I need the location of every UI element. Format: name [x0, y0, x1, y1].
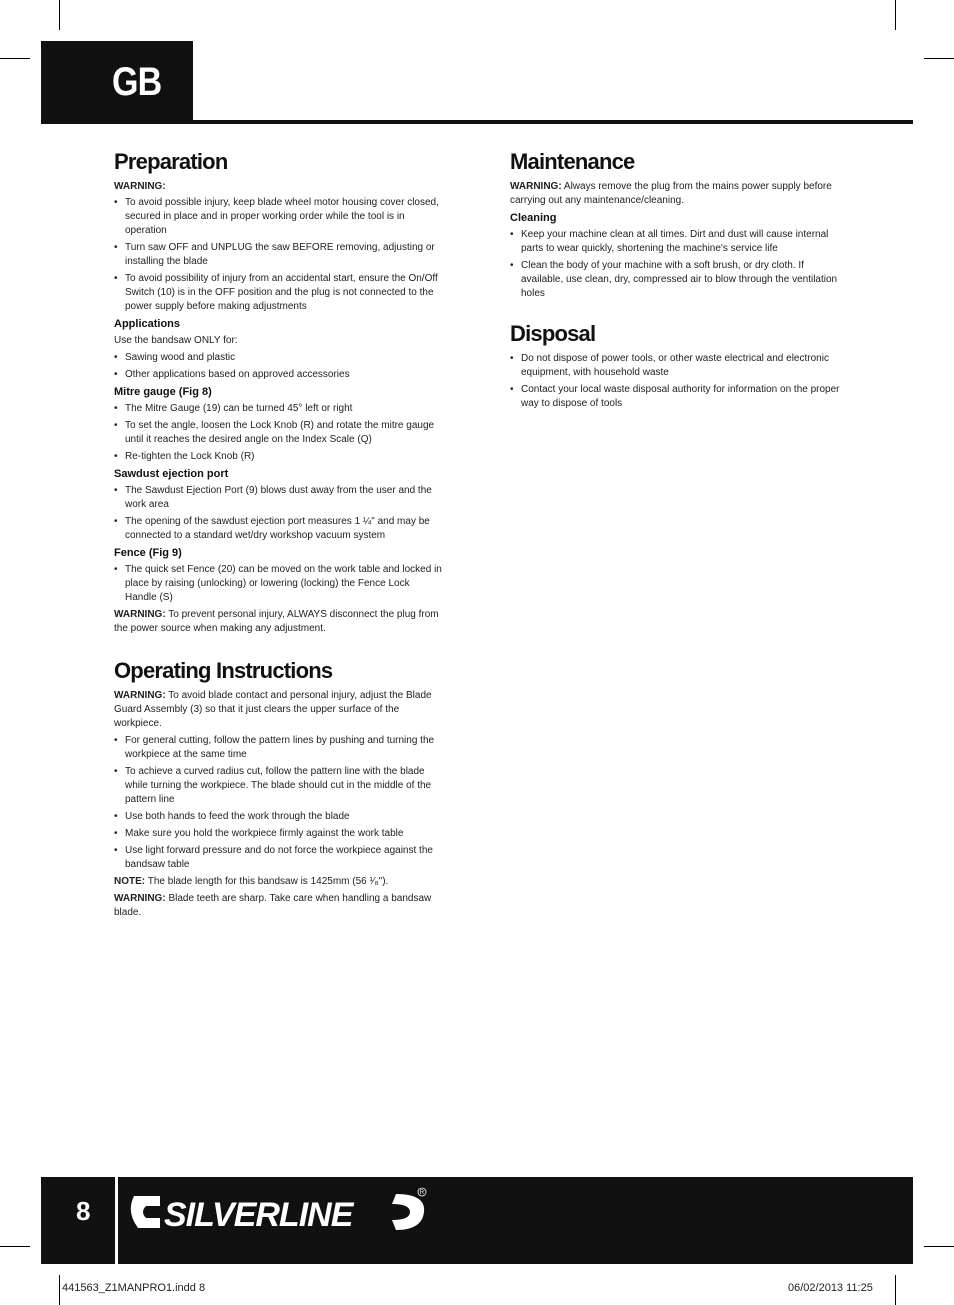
disposal-title: Disposal [510, 321, 596, 346]
operating-blade-warning [114, 892, 444, 920]
warning-label: WARNING: [114, 609, 166, 620]
preparation-warning-list [114, 196, 444, 314]
operating-note [114, 875, 444, 889]
list-item: • Use light forward pressure and do not force the workpiece against the bandsaw table [114, 844, 444, 872]
applications-list [114, 351, 444, 382]
list-item: • To set the angle, loosen the Lock Knob (R) and rotate the mitre gauge until it reaches the desired angle on the Index Scale (Q) [114, 419, 444, 447]
list-item: • The opening of the sawdust ejection port measures 1 ¼" and may be connected to a standard wet/dry workshop vacuum system [114, 515, 444, 543]
crop-mark [895, 1275, 896, 1305]
list-item: • To achieve a curved radius cut, follow the pattern line with the blade while turning the workpiece. The blade should cut in the middle of the pattern line [114, 765, 444, 807]
svg-text:R: R [419, 1190, 425, 1197]
crop-mark [895, 0, 896, 30]
list-item: • Other applications based on approved accessories [114, 368, 444, 382]
list-item: • Keep your machine clean at all times. Dirt and dust will cause internal parts to wear quickly, shortening the machine's service life [510, 228, 840, 256]
operating-instructions-title: Operating Instructions [114, 658, 333, 683]
file-slug: 441563_Z1MANPRO1.indd 8 [62, 1282, 206, 1294]
list-item: • The Mitre Gauge (19) can be turned 45° left or right [114, 402, 444, 416]
warning-label: WARNING: [114, 893, 166, 904]
crop-mark [0, 1246, 30, 1247]
cleaning-list [510, 228, 840, 301]
left-column [114, 148, 444, 923]
warning-text: Always remove the plug from the mains power supply before carrying out any maintenance/cleaning. [510, 181, 832, 206]
applications-intro: Use the bandsaw ONLY for: [114, 335, 238, 346]
list-item: • Use both hands to feed the work through the blade [114, 810, 444, 824]
list-item: • Turn saw OFF and UNPLUG the saw BEFORE removing, adjusting or installing the blade [114, 241, 444, 269]
list-item: • The Sawdust Ejection Port (9) blows dust away from the user and the work area [114, 484, 444, 512]
crop-mark [924, 58, 954, 59]
page-number: 8 [76, 1196, 91, 1226]
mitre-gauge-list [114, 402, 444, 464]
preparation-warning-label: WARNING: [114, 181, 166, 192]
list-item: • The quick set Fence (20) can be moved on the work table and locked in place by raising (unlocking) or lowering (locking) the Fence Lock Handle (S) [114, 563, 444, 605]
preparation-title: Preparation [114, 149, 228, 174]
note-text: The blade length for this bandsaw is 1425mm (56 ¹⁄₈"). [145, 876, 389, 887]
maintenance-title: Maintenance [510, 149, 635, 174]
list-item: • Contact your local waste disposal authority for information on the proper way to dispose of tools [510, 383, 840, 411]
list-item: • Clean the body of your machine with a soft brush, or dry cloth. If available, use clean, dry, compressed air to blow through the ventilation holes [510, 259, 840, 301]
fence-list [114, 563, 444, 605]
crop-mark [0, 58, 30, 59]
language-code: GB [112, 60, 162, 104]
date-slug: 06/02/2013 11:25 [788, 1282, 873, 1294]
warning-text: To prevent personal injury, ALWAYS disconnect the plug from the power source when making any adjustment. [114, 609, 439, 634]
sawdust-list [114, 484, 444, 543]
svg-text:SILVERLINE: SILVERLINE [164, 1196, 353, 1234]
silverline-logo [130, 1184, 430, 1245]
sawdust-heading: Sawdust ejection port [114, 468, 229, 480]
operating-warning [114, 689, 444, 731]
warning-label: WARNING: [510, 181, 562, 192]
crop-mark [924, 1246, 954, 1247]
note-label: NOTE: [114, 876, 146, 887]
warning-label: WARNING: [114, 690, 166, 701]
mitre-gauge-heading: Mitre gauge (Fig 8) [114, 386, 212, 398]
list-item: • Do not dispose of power tools, or other waste electrical and electronic equipment, with household waste [510, 352, 840, 380]
maintenance-warning [510, 180, 840, 208]
crop-mark [59, 0, 60, 30]
preparation-final-warning [114, 608, 444, 636]
list-item: • Make sure you hold the workpiece firmly against the work table [114, 827, 444, 841]
warning-text: Blade teeth are sharp. Take care when handling a bandsaw blade. [114, 893, 432, 918]
disposal-list [510, 352, 840, 411]
list-item: • To avoid possible injury, keep blade wheel motor housing cover closed, secured in place and in proper working order while the tool is in operation [114, 196, 444, 238]
list-item: • To avoid possibility of injury from an accidental start, ensure the On/Off Switch (10) is in the OFF position and the plug is not connected to the power supply before making adjustments [114, 272, 444, 314]
list-item: • For general cutting, follow the pattern lines by pushing and turning the workpiece at the same time [114, 734, 444, 762]
header-rule [41, 120, 913, 124]
operating-list [114, 734, 444, 872]
warning-text: To avoid blade contact and personal injury, adjust the Blade Guard Assembly (3) so that it just clears the upper surface of the workpiece. [114, 690, 432, 729]
list-item: • Re-tighten the Lock Knob (R) [114, 450, 444, 464]
crop-mark [59, 1275, 60, 1305]
right-column [510, 148, 840, 414]
fence-heading: Fence (Fig 9) [114, 547, 182, 559]
footer-divider [115, 1177, 118, 1264]
applications-heading: Applications [114, 318, 181, 330]
list-item: • Sawing wood and plastic [114, 351, 444, 365]
cleaning-heading: Cleaning [510, 212, 557, 224]
